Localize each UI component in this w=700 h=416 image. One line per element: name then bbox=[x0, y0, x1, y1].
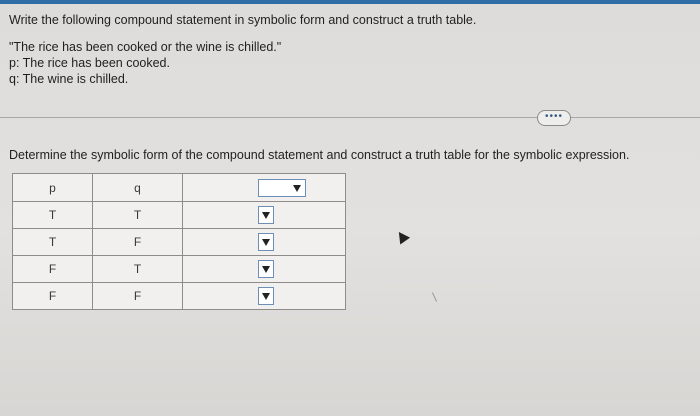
question-prompt: Write the following compound statement in symbolic form and construct a truth table. bbox=[9, 13, 477, 27]
question-block bbox=[9, 12, 476, 87]
result-cell bbox=[183, 283, 346, 310]
cell-q: F bbox=[93, 229, 183, 256]
header-q: q bbox=[93, 174, 183, 202]
mouse-cursor-icon bbox=[394, 229, 410, 245]
result-cell bbox=[183, 202, 346, 229]
result-cell bbox=[183, 229, 346, 256]
top-accent-bar bbox=[0, 0, 700, 4]
dropdown-arrow-icon bbox=[261, 236, 272, 248]
table-row bbox=[13, 202, 346, 229]
p-definition: p: The rice has been cooked. bbox=[9, 56, 170, 70]
result-dropdown[interactable] bbox=[258, 233, 274, 251]
result-cell bbox=[183, 256, 346, 283]
truth-table bbox=[12, 173, 346, 310]
expression-dropdown[interactable] bbox=[258, 179, 306, 197]
table-row bbox=[13, 283, 346, 310]
cell-q: F bbox=[93, 283, 183, 310]
compound-statement: "The rice has been cooked or the wine is chilled." bbox=[9, 40, 282, 54]
cell-q: T bbox=[93, 256, 183, 283]
instruction-text: Determine the symbolic form of the compound statement and construct a truth table for the symbolic expression. bbox=[9, 148, 630, 162]
cell-p: T bbox=[13, 229, 93, 256]
header-p: p bbox=[13, 174, 93, 202]
dropdown-arrow-icon bbox=[292, 182, 303, 194]
stray-mark bbox=[432, 292, 437, 301]
more-options-button[interactable]: •••• bbox=[537, 110, 571, 126]
cell-p: T bbox=[13, 202, 93, 229]
cell-p: F bbox=[13, 256, 93, 283]
cell-p: F bbox=[13, 283, 93, 310]
dropdown-arrow-icon bbox=[261, 290, 272, 302]
table-row bbox=[13, 229, 346, 256]
q-definition: q: The wine is chilled. bbox=[9, 72, 129, 86]
result-dropdown[interactable] bbox=[258, 260, 274, 278]
table-row bbox=[13, 256, 346, 283]
table-header-row bbox=[13, 174, 346, 202]
section-divider bbox=[0, 117, 700, 118]
result-dropdown[interactable] bbox=[258, 287, 274, 305]
header-expression-cell bbox=[183, 174, 346, 202]
cell-q: T bbox=[93, 202, 183, 229]
dropdown-arrow-icon bbox=[261, 263, 272, 275]
dropdown-arrow-icon bbox=[261, 209, 272, 221]
result-dropdown[interactable] bbox=[258, 206, 274, 224]
